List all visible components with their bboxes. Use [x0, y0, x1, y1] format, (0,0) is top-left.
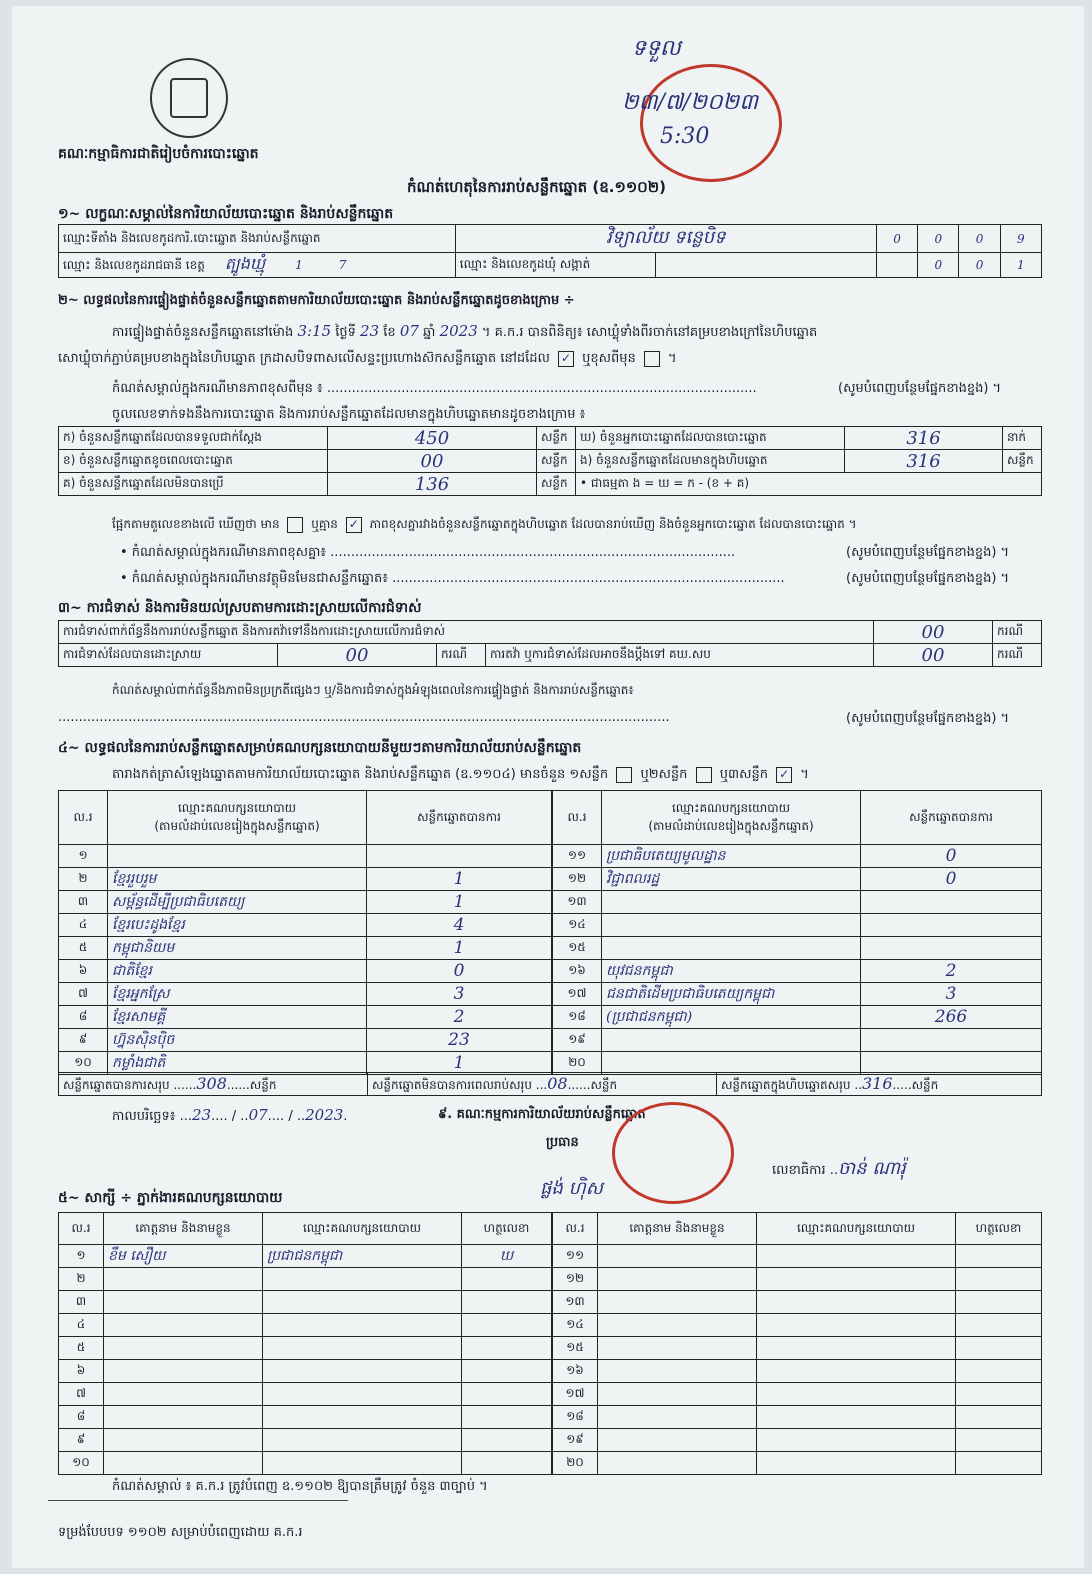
party-row-no: ១៨	[553, 1006, 602, 1029]
resolved-label: ការជំទាស់ដែលបានដោះស្រាយ	[59, 644, 278, 667]
voters-unit: នាក់	[1003, 427, 1042, 450]
witness-row-party	[263, 1291, 462, 1314]
unused-unit: សន្លឹក	[537, 473, 576, 496]
resolved-value: 00	[278, 644, 437, 667]
party-row	[59, 914, 552, 937]
w-col-sign: ហត្ថលេខា	[462, 1213, 552, 1245]
witness-row-sign	[956, 1291, 1042, 1314]
unused-label: គ) ចំនួនសន្លឹកឆ្នោតដែលមិនបានប្រើ	[59, 473, 328, 496]
total-valid: សន្លឹកឆ្នោតបានការសរុប ......308......សន្លឹក	[59, 1073, 368, 1096]
witness-row-sign	[462, 1452, 552, 1475]
voters-value: 316	[845, 427, 1003, 450]
note-changed-end: (សូមបំពេញបន្ថែមផ្នែកខាងខ្នង) ។	[838, 381, 1002, 396]
witness-row-no: ៧	[59, 1383, 104, 1406]
province-value: ត្បូងឃ្មុំ	[224, 254, 266, 273]
witness-note: កំណត់សម្គាល់ ៖ គ.ក.រ ត្រូវបំពេញ ឧ.១១០២ ឱ្យបានត្រឹមត្រូវ ចំនួន ៣ច្បាប់ ។	[112, 1479, 488, 1494]
appeal-label: ការតវ៉ា ឬការជំទាស់ដែលអាចនឹងប្ដឹងទៅ គឃ.សប	[486, 644, 874, 667]
witness-row-no: ១៣	[553, 1291, 598, 1314]
witness-row-party	[263, 1406, 462, 1429]
witness-row-party	[757, 1429, 956, 1452]
witness-row-sign	[956, 1452, 1042, 1475]
two-sheet-checkbox[interactable]	[696, 767, 712, 783]
party-row-votes: 1	[367, 868, 552, 891]
witness-table-left	[58, 1212, 552, 1475]
party-row	[553, 1029, 1042, 1052]
party-row-name: កម្លាំងជាតិ	[108, 1052, 367, 1075]
verify-month: 07	[399, 322, 419, 340]
witness-row	[59, 1429, 552, 1452]
witness-row-name	[104, 1268, 263, 1291]
witness-row-sign	[956, 1360, 1042, 1383]
three-sheet-checkbox[interactable]: ✓	[776, 767, 792, 783]
witness-row-name	[104, 1360, 263, 1383]
party-row-no: ១៥	[553, 937, 602, 960]
commune-code-3: 1	[1000, 253, 1041, 278]
witness-row	[553, 1268, 1042, 1291]
witness-row-sign	[956, 1383, 1042, 1406]
party-row-name	[108, 845, 367, 868]
footer-divider	[48, 1500, 348, 1501]
witness-row-no: ១២	[553, 1268, 598, 1291]
party-row-votes: 0	[861, 845, 1042, 868]
witness-table-right	[552, 1212, 1042, 1475]
top-received-date: ២៣/៧/២០២៣	[622, 90, 758, 115]
witness-row-sign	[956, 1314, 1042, 1337]
count-table	[58, 426, 1042, 496]
witness-row-sign: ឃ	[462, 1245, 552, 1268]
location-label: ឈ្មោះទីតាំង និងលេខកូដការិ.បោះឆ្នោត និងរាប់សន្លឹកឆ្នោត	[59, 225, 456, 253]
col-votes-right: សន្លឹកឆ្នោតបានការ	[861, 791, 1042, 845]
party-row-votes	[861, 914, 1042, 937]
witness-row-no: ១៤	[553, 1314, 598, 1337]
witness-row-name	[104, 1406, 263, 1429]
witness-row-name	[598, 1383, 757, 1406]
secretary-label: លេខាធិការ ..ចាន់ ណារ៉ុ	[772, 1158, 906, 1179]
party-row-no: ១៩	[553, 1029, 602, 1052]
appeal-unit: ករណី	[993, 644, 1042, 667]
witness-row-party	[263, 1360, 462, 1383]
party-row-name: ជាតិខ្មែរ	[108, 960, 367, 983]
org-name: គណៈកម្មាធិការជាតិរៀបចំការបោះឆ្នោត	[58, 146, 259, 162]
province-label: ឈ្មោះ និងលេខកូដរាជធានី ខេត្ត ត្បូងឃ្មុំ 1 7	[59, 253, 456, 278]
note-changed: កំណត់សម្គាល់ក្នុងករណីមានភាពខុសពីមុន ៖ ........................................................................................................	[112, 381, 757, 396]
witness-row-party	[757, 1337, 956, 1360]
party-row-votes: 3	[367, 983, 552, 1006]
witness-row	[553, 1452, 1042, 1475]
witness-row-no: ៥	[59, 1337, 104, 1360]
party-row	[59, 937, 552, 960]
w-col-sign-right: ហត្ថលេខា	[956, 1213, 1042, 1245]
in-box-unit: សន្លឹក	[1003, 450, 1042, 473]
witness-row-name	[104, 1452, 263, 1475]
party-row-votes: 2	[367, 1006, 552, 1029]
in-box-label: ង) ចំនួនសន្លឹកឆ្នោតដែលមានក្នុងហិបឆ្នោត	[576, 450, 845, 473]
tally-sheet-line: តារាងកត់ត្រាសំឡេងឆ្នោតតាមការិយាល័យបោះឆ្នោត និងរាប់សន្លឹកឆ្នោត (ឧ.១១០៤) មានចំនួន ១សន្លឹក ឬ២សន្លឹក ឬ៣សន្លឹក ✓ ។	[112, 766, 809, 782]
witness-row-party	[757, 1360, 956, 1383]
count-intro: ចូលលេខទាក់ទងនឹងការបោះឆ្នោត និងការរាប់សន្លឹកឆ្នោតដែលមានក្នុងហិបឆ្នោតមានដូចខាងក្រោម ៖	[112, 407, 586, 422]
party-row	[553, 960, 1042, 983]
province-code-1: 1	[295, 258, 303, 272]
w-col-no-right: ល.រ	[553, 1213, 598, 1245]
witness-row-no: ១៧	[553, 1383, 598, 1406]
witness-row-no: ៣	[59, 1291, 104, 1314]
section2-heading: ២~ លទ្ធផលនៃការផ្ទៀងផ្ទាត់ចំនួនសន្លឹកឆ្នោតតាមការិយាល័យបោះឆ្នោត និងរាប់សន្លឹកឆ្នោតដូចខាងក្រោម ÷	[58, 293, 575, 308]
witness-row	[59, 1452, 552, 1475]
party-row-no: ៩	[59, 1029, 108, 1052]
witness-row-no: ១៩	[553, 1429, 598, 1452]
total-in-box: សន្លឹកឆ្នោតក្នុងហិបឆ្នោតសរុប ..316.....សន្លឹក	[717, 1073, 1042, 1096]
spoiled-value: 00	[328, 450, 537, 473]
witness-row-party	[263, 1383, 462, 1406]
location-code-1: 0	[876, 225, 917, 253]
witness-row-sign	[462, 1337, 552, 1360]
witness-row-name	[104, 1429, 263, 1452]
party-row-no: ១៤	[553, 914, 602, 937]
party-row	[553, 937, 1042, 960]
party-row	[59, 1006, 552, 1029]
witness-row-name	[598, 1360, 757, 1383]
witness-row-sign	[462, 1406, 552, 1429]
witness-row-party	[757, 1314, 956, 1337]
witness-row-sign	[462, 1360, 552, 1383]
signing-date: កាលបរិច្ឆេទ៖ ...23.... / ..07.... / ..2023.	[112, 1106, 348, 1124]
difference-no-checkbox[interactable]: ✓	[346, 517, 362, 533]
spoiled-unit: សន្លឹក	[537, 450, 576, 473]
witness-row	[59, 1406, 552, 1429]
chair-name: ផ្លង់ ហ៊ិស	[540, 1178, 603, 1199]
witness-row-name	[598, 1268, 757, 1291]
party-results-left	[58, 790, 552, 1075]
unchanged-checkbox[interactable]: ✓	[558, 351, 574, 367]
note-difference: • កំណត់សម្គាល់ក្នុងករណីមានភាពខុសគ្នា៖ ..................................................................................................	[120, 545, 736, 560]
party-row-name	[602, 914, 861, 937]
witness-row-party	[757, 1452, 956, 1475]
party-row-no: ១៧	[553, 983, 602, 1006]
party-row	[553, 983, 1042, 1006]
witness-row-sign	[956, 1429, 1042, 1452]
w-col-name-right: គោត្តនាម និងនាមខ្លួន	[598, 1213, 757, 1245]
party-row-no: ២	[59, 868, 108, 891]
party-row	[59, 845, 552, 868]
party-row-name: ប្រជាធិបតេយ្យមូលដ្ឋាន	[602, 845, 861, 868]
party-row-votes: 3	[861, 983, 1042, 1006]
party-row-name: ជនជាតិដើមប្រជាធិបតេយ្យកម្ពុជា	[602, 983, 861, 1006]
party-row	[553, 1006, 1042, 1029]
party-row-no: ១៣	[553, 891, 602, 914]
party-row-votes: 1	[367, 937, 552, 960]
verify-year: 2023	[439, 322, 478, 340]
received-value: 450	[328, 427, 537, 450]
commune-label: ឈ្មោះ និងលេខកូដឃុំ សង្កាត់	[455, 253, 655, 278]
witness-row-name	[104, 1314, 263, 1337]
section1-table	[58, 224, 1042, 278]
party-row	[553, 845, 1042, 868]
witness-row	[59, 1268, 552, 1291]
witness-row-name	[104, 1337, 263, 1360]
irregularity-note: កំណត់សម្គាល់ពាក់ព័ន្ធនឹងភាពមិនប្រក្រតីផ្សេងៗ ឬ/និងការជំទាស់ក្នុងអំឡុងពេលនៃការផ្ទៀងផ្ទាត់ និងការរាប់សន្លឹកឆ្នោត៖	[112, 683, 634, 697]
top-received-note: ទទួល	[632, 36, 681, 61]
committee-seal	[612, 1102, 734, 1204]
difference-line: ផ្អែកតាមតួលេខខាងលើ ឃើញថា មាន ឬគ្មាន ✓ ភាពខុសគ្នារវាងចំនួនសន្លឹកឆ្នោតក្នុងហិបឆ្នោត ដែលបានរាប់ឃើញ និងចំនួនអ្នកបោះឆ្នោត ដែលបានបោះឆ្នោត ។	[112, 516, 857, 531]
appeal-value: 00	[874, 644, 993, 667]
party-results-right	[552, 790, 1042, 1075]
witness-row-party	[263, 1268, 462, 1291]
party-row-votes	[861, 937, 1042, 960]
witness-row-party: ប្រជាជនកម្ពុជា	[263, 1245, 462, 1268]
witness-row	[59, 1383, 552, 1406]
witness-row-no: ២	[59, 1268, 104, 1291]
party-row-no: ៨	[59, 1006, 108, 1029]
party-row-name	[602, 937, 861, 960]
party-row-name: ហ្វ៊ុនស៊ិនប៉ិច	[108, 1029, 367, 1052]
col-party-right: ឈ្មោះគណបក្សនយោបាយ (តាមលំដាប់លេខរៀងក្នុងសន្លឹកឆ្នោត)	[602, 791, 861, 845]
col-no: ល.រ	[59, 791, 108, 845]
objection-label: ការជំទាស់ពាក់ព័ន្ធនឹងការរាប់សន្លឹកឆ្នោត និងការតវ៉ាទៅនឹងការដោះស្រាយលើការជំទាស់	[59, 621, 874, 644]
objection-value: 00	[874, 621, 993, 644]
party-row-name: ខ្មែរអ្នកស្រែ	[108, 983, 367, 1006]
note-foreign-end: (សូមបំពេញបន្ថែមផ្នែកខាងខ្នង) ។	[846, 571, 1010, 586]
formula: • ជាធម្មតា ង = ឃ = ក - (ខ + គ)	[576, 473, 1042, 496]
in-box-value: 316	[845, 450, 1003, 473]
party-row-name: វិជ្ជាពលរដ្ឋ	[602, 868, 861, 891]
party-row-votes: 4	[367, 914, 552, 937]
witness-row	[553, 1383, 1042, 1406]
party-row-name: ខ្មែររួបរួម	[108, 868, 367, 891]
witness-row-sign	[462, 1383, 552, 1406]
received-unit: សន្លឹក	[537, 427, 576, 450]
witness-row-party	[263, 1337, 462, 1360]
witness-row	[553, 1337, 1042, 1360]
objection-unit: ករណី	[993, 621, 1042, 644]
w-col-name: គោត្តនាម និងនាមខ្លួន	[104, 1213, 263, 1245]
witness-row-party	[263, 1452, 462, 1475]
witness-row-party	[263, 1314, 462, 1337]
witness-row-no: ១៥	[553, 1337, 598, 1360]
witness-row-no: ៤	[59, 1314, 104, 1337]
party-row-no: ៤	[59, 914, 108, 937]
party-row	[553, 891, 1042, 914]
party-row-name: កម្ពុជានិយម	[108, 937, 367, 960]
witness-row-no: ១១	[553, 1245, 598, 1268]
party-row-name	[602, 1029, 861, 1052]
location-code-2: 0	[918, 225, 959, 253]
section4-heading: ៤~ លទ្ធផលនៃការរាប់សន្លឹកឆ្នោតសម្រាប់គណបក្សនយោបាយនីមួយៗតាមការិយាល័យរាប់សន្លឹកឆ្នោត	[58, 740, 582, 756]
party-row-votes: 2	[861, 960, 1042, 983]
changed-checkbox[interactable]	[644, 351, 660, 367]
party-row-votes: 1	[367, 1052, 552, 1075]
witness-row-sign	[956, 1268, 1042, 1291]
party-row-votes	[367, 845, 552, 868]
party-row	[59, 960, 552, 983]
witness-row-sign	[462, 1314, 552, 1337]
witness-row-name	[598, 1452, 757, 1475]
chair-label: ប្រធាន	[546, 1135, 579, 1150]
verification-line-2: សោឃ្លុំចាក់ភ្ជាប់គម្របខាងក្នុងនៃហិបឆ្នោត ក្រដាសបិទពាសលើសន្ទះប្រហោងស៊កសន្លឹកឆ្នោត នៅដដែល ✓ ឬខុសពីមុន ។	[58, 350, 677, 366]
party-row	[553, 868, 1042, 891]
witness-row-sign	[462, 1291, 552, 1314]
witness-row-name: ខឹម សឿយ	[104, 1245, 263, 1268]
witness-row-name	[104, 1291, 263, 1314]
witness-row-no: ៦	[59, 1360, 104, 1383]
party-row-no: ២០	[553, 1052, 602, 1075]
witness-row	[59, 1291, 552, 1314]
party-row-votes: 1	[367, 891, 552, 914]
unused-value: 136	[328, 473, 537, 496]
totals-row	[58, 1072, 1042, 1096]
party-row-name: ខ្មែរសាមគ្គី	[108, 1006, 367, 1029]
witness-row-no: ១៦	[553, 1360, 598, 1383]
resolved-unit: ករណី	[437, 644, 486, 667]
verify-day: 23	[360, 322, 380, 340]
irregularity-dots: ....................................................................................................................................................	[58, 710, 670, 725]
section3-heading: ៣~ ការជំទាស់ និងការមិនយល់ស្របតាមការដោះស្រាយលើការជំទាស់	[58, 600, 422, 616]
witness-row-name	[598, 1406, 757, 1429]
w-col-no: ល.រ	[59, 1213, 104, 1245]
party-row-no: ៣	[59, 891, 108, 914]
witness-row	[553, 1245, 1042, 1268]
party-row-no: ៦	[59, 960, 108, 983]
commune-code-2: 0	[959, 253, 1000, 278]
witness-row-sign	[956, 1337, 1042, 1360]
col-party: ឈ្មោះគណបក្សនយោបាយ (តាមលំដាប់លេខរៀងក្នុងសន្លឹកឆ្នោត)	[108, 791, 367, 845]
party-row-no: ១៦	[553, 960, 602, 983]
section1-heading: ១~ លក្ខណៈសម្គាល់នៃការិយាល័យបោះឆ្នោត និងរាប់សន្លឹកឆ្នោត	[58, 206, 394, 222]
objection-table	[58, 620, 1042, 667]
witness-row	[59, 1360, 552, 1383]
witness-row-no: ៩	[59, 1429, 104, 1452]
w-col-party: ឈ្មោះគណបក្សនយោបាយ	[263, 1213, 462, 1245]
form-title: កំណត់ហេតុនៃការរាប់សន្លឹកឆ្នោត (ឧ.១១០២)	[407, 178, 667, 196]
party-row-name: ខ្មែរបេះដូងខ្មែរ	[108, 914, 367, 937]
w-col-party-right: ឈ្មោះគណបក្សនយោបាយ	[757, 1213, 956, 1245]
witness-row-name	[598, 1337, 757, 1360]
party-row-no: ៥	[59, 937, 108, 960]
secretary-name: ចាន់ ណារ៉ុ	[838, 1158, 906, 1179]
witness-row-name	[598, 1291, 757, 1314]
witness-row-name	[104, 1383, 263, 1406]
witness-row-party	[757, 1291, 956, 1314]
witness-row-no: ២០	[553, 1452, 598, 1475]
note-difference-end: (សូមបំពេញបន្ថែមផ្នែកខាងខ្នង) ។	[846, 545, 1010, 560]
witness-row-party	[757, 1383, 956, 1406]
witness-row-party	[757, 1268, 956, 1291]
verification-line-1: ការផ្ទៀងផ្ទាត់ចំនួនសន្លឹកឆ្នោតនៅម៉ោង 3:15 ថ្ងៃទី 23 ខែ 07 ឆ្នាំ 2023 ។ គ.ក.រ បានពិនិត្យ៖ សោឃ្លុំទាំងពីរចាក់នៅគម្របខាងក្រៅនៃហិបឆ្នោត	[112, 322, 818, 340]
witness-row-sign	[462, 1429, 552, 1452]
witness-row	[553, 1314, 1042, 1337]
witness-row	[59, 1337, 552, 1360]
party-row-votes: 0	[367, 960, 552, 983]
witness-row-no: ១០	[59, 1452, 104, 1475]
col-no-right: ល.រ	[553, 791, 602, 845]
witness-row-no: ១៨	[553, 1406, 598, 1429]
party-row-no: ១	[59, 845, 108, 868]
party-row-no: ១១	[553, 845, 602, 868]
party-row-no: ១០	[59, 1052, 108, 1075]
witness-row-party	[757, 1245, 956, 1268]
total-invalid: សន្លឹកឆ្នោតមិនបានការពេលរាប់សរុប ...08......សន្លឹក	[368, 1073, 717, 1096]
witness-row-sign	[956, 1406, 1042, 1429]
witness-row	[59, 1245, 552, 1268]
col-votes: សន្លឹកឆ្នោតបានការ	[367, 791, 552, 845]
party-row-no: ៧	[59, 983, 108, 1006]
witness-row	[553, 1360, 1042, 1383]
party-row-name	[602, 891, 861, 914]
witness-row	[59, 1314, 552, 1337]
committee-label: ៩. គណៈកម្មការការិយាល័យរាប់សន្លឹកឆ្នោត	[438, 1107, 646, 1122]
party-row-votes	[861, 891, 1042, 914]
location-code-4: 9	[1000, 225, 1041, 253]
top-seal	[640, 64, 782, 182]
commune-code-1: 0	[918, 253, 959, 278]
party-row	[59, 891, 552, 914]
party-row-votes: 266	[861, 1006, 1042, 1029]
witness-row-party	[757, 1406, 956, 1429]
top-received-time: 5:30	[660, 124, 710, 149]
difference-yes-checkbox[interactable]	[287, 517, 303, 533]
location-value: វិទ្យាល័យ ទន្លេបិទ	[455, 225, 876, 253]
province-code-2: 7	[338, 258, 347, 272]
party-row	[59, 1029, 552, 1052]
voters-label: ឃ) ចំនួនអ្នកបោះឆ្នោតដែលបានបោះឆ្នោត	[576, 427, 845, 450]
witness-row-no: ៨	[59, 1406, 104, 1429]
nec-logo-inner	[170, 78, 208, 118]
witness-row-no: ១	[59, 1245, 104, 1268]
note-foreign-object: • កំណត់សម្គាល់ក្នុងករណីមានវត្ថុមិនមែនជាសន្លឹកឆ្នោត៖ ...............................................................................................	[120, 571, 785, 586]
witness-row	[553, 1291, 1042, 1314]
witness-row-name	[598, 1245, 757, 1268]
party-row-votes	[861, 1029, 1042, 1052]
witness-row-sign	[462, 1268, 552, 1291]
witness-row-name	[598, 1314, 757, 1337]
verify-time: 3:15	[297, 322, 332, 340]
witness-row-name	[598, 1429, 757, 1452]
party-row-votes: 0	[861, 868, 1042, 891]
witness-row-party	[263, 1429, 462, 1452]
spoiled-label: ខ) ចំនួនសន្លឹកឆ្នោតខូចពេលបោះឆ្នោត	[59, 450, 328, 473]
party-row	[59, 868, 552, 891]
received-label: ក) ចំនួនសន្លឹកឆ្នោតដែលបានទទួលជាក់ស្ដែង	[59, 427, 328, 450]
witness-row	[553, 1406, 1042, 1429]
ballot-count-report-form	[12, 6, 1084, 1568]
party-row-votes: 23	[367, 1029, 552, 1052]
party-row	[553, 914, 1042, 937]
footer-text: ទម្រង់បែបបទ ១១០២ សម្រាប់បំពេញដោយ គ.ក.រ	[58, 1525, 303, 1540]
party-row-name: (ប្រជាជនកម្ពុជា)	[602, 1006, 861, 1029]
party-row-name: សម្ព័ន្ធដើម្បីប្រជាធិបតេយ្យ	[108, 891, 367, 914]
party-row-no: ១២	[553, 868, 602, 891]
party-row-name: យុវជនកម្ពុជា	[602, 960, 861, 983]
section5-heading: ៥~ សាក្សី ÷ ភ្នាក់ងារគណបក្សនយោបាយ	[58, 1190, 283, 1206]
witness-row-sign	[956, 1245, 1042, 1268]
party-row	[59, 983, 552, 1006]
witness-row	[553, 1429, 1042, 1452]
location-code-3: 0	[959, 225, 1000, 253]
one-sheet-checkbox[interactable]	[616, 767, 632, 783]
irregularity-end: (សូមបំពេញបន្ថែមផ្នែកខាងខ្នង) ។	[846, 711, 1010, 726]
